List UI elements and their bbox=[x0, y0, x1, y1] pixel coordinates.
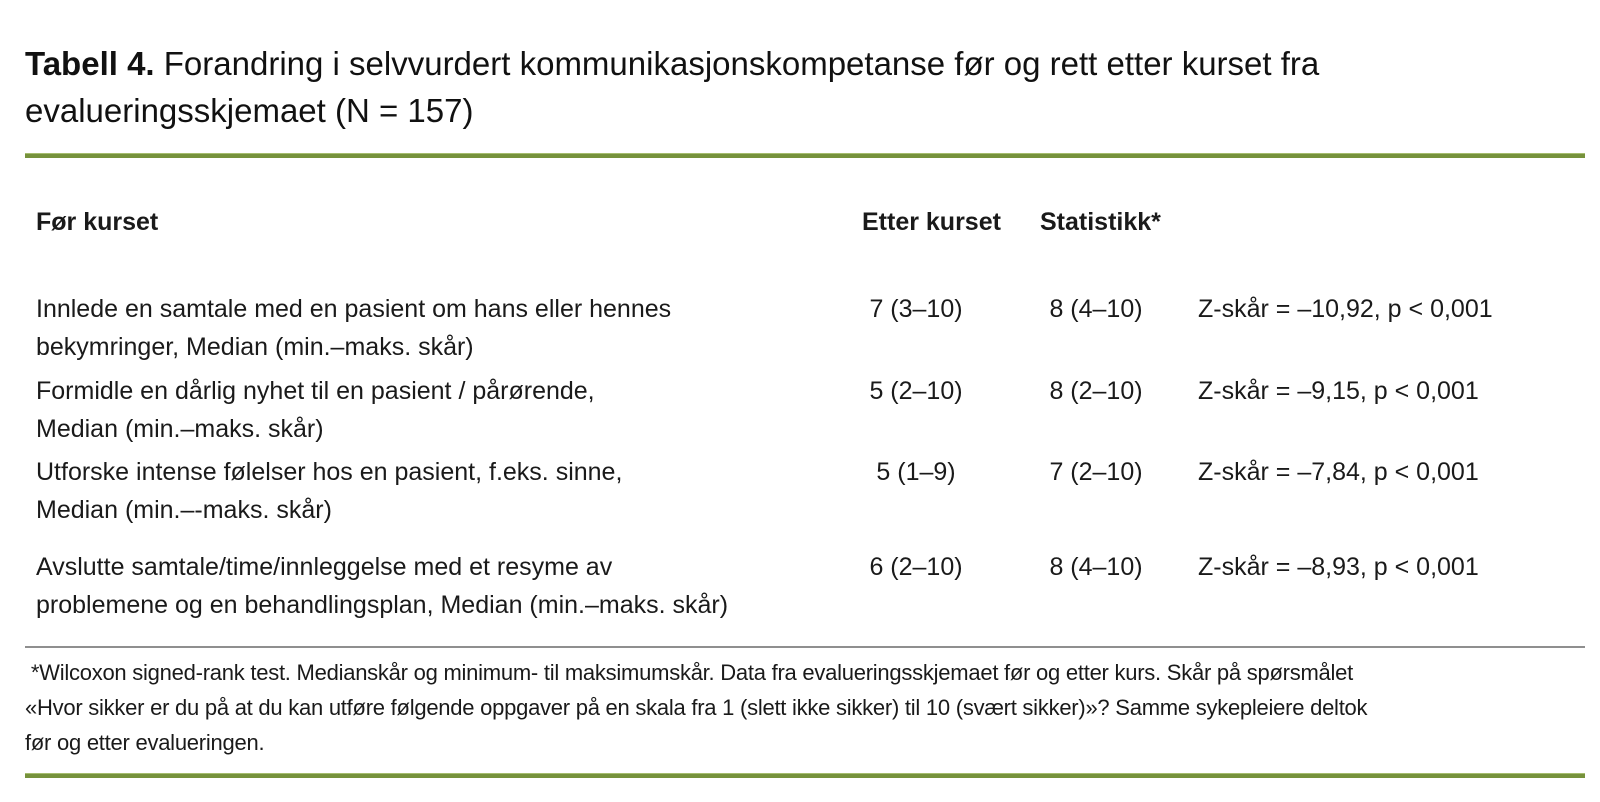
table-number-label: Tabell 4. bbox=[25, 45, 155, 82]
table-figure bbox=[25, 40, 1585, 778]
table-title-line1-text: Forandring i selvvurdert kommunikasjonskompetanse før og rett etter kurset fra bbox=[154, 45, 1320, 82]
table-header-row bbox=[36, 207, 1585, 237]
statistic-value: Z-skår = –10,92, p < 0,001 bbox=[1198, 295, 1493, 323]
task-line: Avslutte samtale/time/innleggelse med et resyme av bbox=[36, 553, 613, 581]
top-divider-rule bbox=[25, 153, 1585, 158]
task-description bbox=[36, 290, 826, 366]
task-description bbox=[36, 372, 826, 448]
table-row bbox=[36, 453, 1585, 529]
after-score: 8 (4–10) bbox=[1049, 295, 1143, 323]
task-description bbox=[36, 548, 826, 624]
statistic-value: Z-skår = –7,84, p < 0,001 bbox=[1198, 458, 1479, 486]
header-before-course: Før kurset bbox=[36, 208, 159, 236]
task-line: Median (min.–-maks. skår) bbox=[36, 496, 332, 524]
before-score: 6 (2–10) bbox=[869, 553, 963, 581]
table-footnote bbox=[25, 655, 1585, 760]
table-row bbox=[36, 548, 1585, 624]
table-row bbox=[36, 290, 1585, 366]
task-line: Median (min.–maks. skår) bbox=[36, 415, 324, 443]
table-title-line2: evalueringsskjemaet (N = 157) bbox=[25, 92, 474, 129]
header-statistics: Statistikk* bbox=[1040, 208, 1161, 236]
data-table bbox=[25, 207, 1585, 624]
after-score: 8 (4–10) bbox=[1049, 553, 1143, 581]
after-score: 7 (2–10) bbox=[1049, 458, 1143, 486]
task-line: Innlede en samtale med en pasient om hans eller hennes bbox=[36, 295, 672, 323]
header-after-course: Etter kurset bbox=[862, 208, 1001, 236]
footnote-line: «Hvor sikker er du på at du kan utføre følgende oppgaver på en skala fra 1 (slett ikke sikker) til 10 (svært sikker)»? Samme sykepleiere deltok bbox=[25, 695, 1368, 720]
task-line: bekymringer, Median (min.–maks. skår) bbox=[36, 333, 474, 361]
footnote-line: før og etter evalueringen. bbox=[25, 730, 265, 755]
table-title bbox=[25, 40, 1585, 134]
footnote-line: *Wilcoxon signed-rank test. Medianskår og minimum- til maksimumskår. Data fra evalueringsskjemaet før og etter kurs. Skår på spørsmålet bbox=[25, 660, 1354, 685]
task-line: Utforske intense følelser hos en pasient, f.eks. sinne, bbox=[36, 458, 623, 486]
bottom-divider-rule bbox=[25, 773, 1585, 778]
statistic-value: Z-skår = –9,15, p < 0,001 bbox=[1198, 377, 1479, 405]
statistic-value: Z-skår = –8,93, p < 0,001 bbox=[1198, 553, 1479, 581]
after-score: 8 (2–10) bbox=[1049, 377, 1143, 405]
task-line: Formidle en dårlig nyhet til en pasient / pårørende, bbox=[36, 377, 595, 405]
before-score: 7 (3–10) bbox=[869, 295, 963, 323]
footnote-divider-rule bbox=[25, 646, 1585, 648]
before-score: 5 (2–10) bbox=[869, 377, 963, 405]
task-description bbox=[36, 453, 826, 529]
table-title-line1 bbox=[25, 40, 1585, 87]
task-line: problemene og en behandlingsplan, Median (min.–maks. skår) bbox=[36, 591, 729, 619]
table-row bbox=[36, 372, 1585, 448]
before-score: 5 (1–9) bbox=[876, 458, 956, 486]
